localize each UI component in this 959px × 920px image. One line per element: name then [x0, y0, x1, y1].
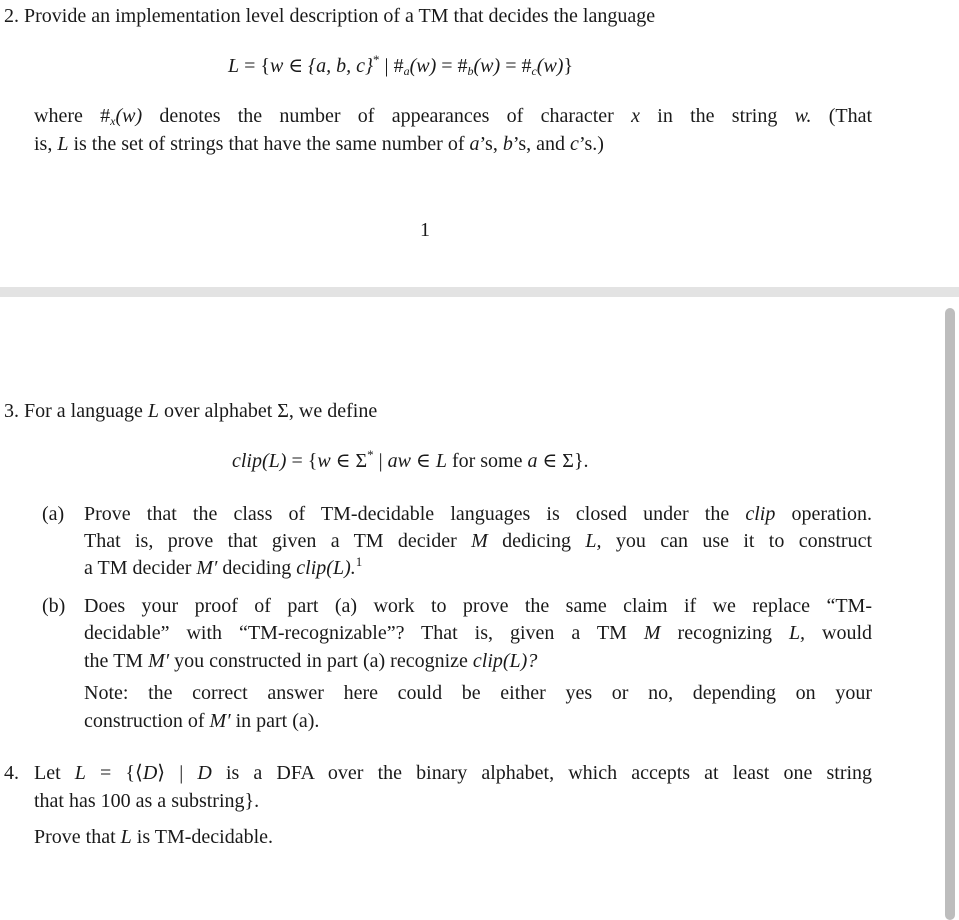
footnote-marker: 1 [355, 554, 363, 569]
part-b-line-2: decidable” with “TM-recognizable”? That is, given a TM M recognizing L, would [84, 622, 873, 644]
part-b-label: (b) [42, 595, 66, 617]
page-2 [0, 297, 959, 920]
part-b-note-line-1: Note: the correct answer here could be either yes or no, depending on your [84, 682, 872, 704]
problem-2-number: 2. [4, 5, 19, 27]
problem-4-line-2: that has 100 as a substring}. [34, 790, 260, 812]
part-b-note-line-2: construction of M′ in part (a). [84, 710, 320, 732]
problem-3-number: 3. [4, 400, 19, 422]
page-number: 1 [420, 219, 430, 241]
problem-4-line-1: Let L = {⟨D⟩ | D is a DFA over the binary alphabet, which accepts at least one string [34, 762, 873, 784]
page-1 [0, 0, 959, 287]
part-a-line-3: a TM decider M′ deciding clip(L).$^1$ [84, 554, 363, 579]
part-a-line-1: Prove that the class of TM-decidable languages is closed under the clip operation. [84, 503, 873, 525]
problem-4-line-3: Prove that L is TM-decidable. [34, 826, 274, 848]
problem-2-desc-line-2: is, L is the set of strings that have the same number of a’s, b’s, and c’s.) [34, 133, 604, 155]
scrollbar[interactable] [945, 308, 955, 920]
problem-2-intro: 2. Provide an implementation level description of a TM that decides the language [4, 5, 656, 27]
page-gap [0, 287, 959, 297]
part-a-label: (a) [42, 503, 65, 525]
part-a-line-2: That is, prove that given a TM decider M dedicing L, you can use it to construct [84, 530, 873, 552]
problem-3-intro: 3. For a language L over alphabet Σ, we define [4, 400, 378, 422]
problem-4-number: 4. [4, 762, 19, 784]
problem-3-formula: clip(L) = {w ∈ Σ* | aw ∈ L for some a ∈ Σ}. [232, 447, 589, 472]
problem-2-formula: L = {w ∈ {a, b, c}* | $\#_a(w)$ = $\#_b(w)$ = $\#_c(w)$} [228, 52, 574, 78]
problem-2-desc-line-1: where $\#_x(w)$ denotes the number of appearances of character x in the string w. (That [34, 105, 873, 128]
part-b-line-1: Does your proof of part (a) work to prove the same claim if we replace “TM- [84, 595, 872, 617]
part-b-line-3: the TM M′ you constructed in part (a) recognize clip(L)? [84, 650, 538, 672]
